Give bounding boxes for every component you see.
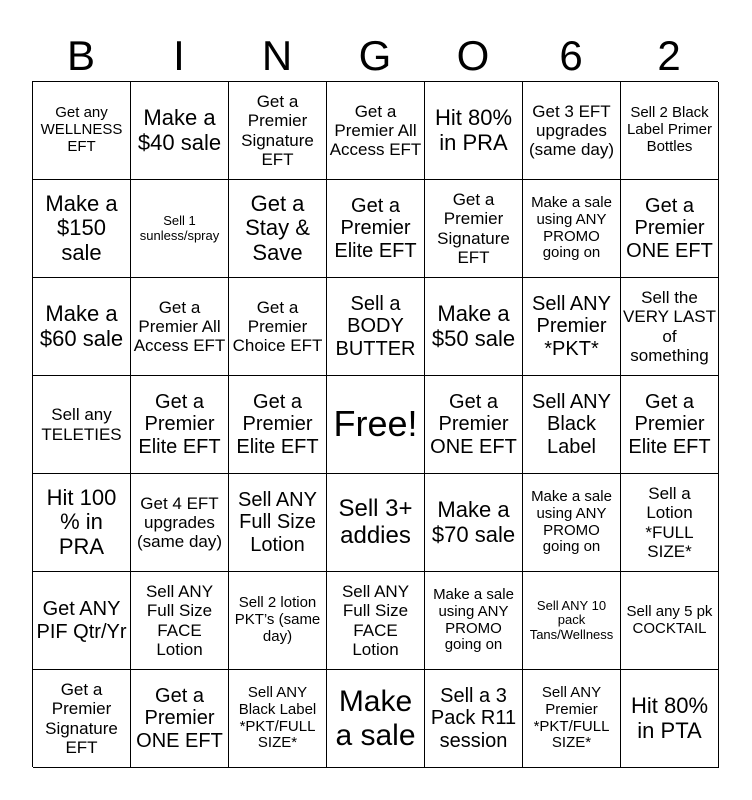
bingo-cell: Get a Premier Elite EFT	[327, 180, 425, 278]
bingo-cell: Sell 1 sunless/spray	[131, 180, 229, 278]
bingo-cell: Sell ANY Full Size FACE Lotion	[131, 572, 229, 670]
bingo-cell: Make a sale using ANY PROMO going on	[523, 474, 621, 572]
bingo-cell: Sell 3+ addies	[327, 474, 425, 572]
bingo-cell: Sell a 3 Pack R11 session	[425, 670, 523, 768]
bingo-cell: Sell ANY 10 pack Tans/Wellness	[523, 572, 621, 670]
bingo-cell: Get a Premier Elite EFT	[229, 376, 327, 474]
bingo-cell: Sell ANY Black Label	[523, 376, 621, 474]
bingo-cell: Get 3 EFT upgrades (same day)	[523, 82, 621, 180]
bingo-cell: Get a Premier All Access EFT	[327, 82, 425, 180]
header-letter-i: I	[173, 32, 185, 79]
bingo-cell: Get any WELLNESS EFT	[33, 82, 131, 180]
bingo-cell: Hit 100 % in PRA	[33, 474, 131, 572]
header-letter-o: O	[456, 32, 490, 79]
header-digit-6: 6	[559, 32, 583, 79]
bingo-cell: Make a $60 sale	[33, 278, 131, 376]
bingo-cell: Make a $150 sale	[33, 180, 131, 278]
bingo-cell: Sell 2 Black Label Primer Bottles	[621, 82, 719, 180]
bingo-cell: Get a Premier Signature EFT	[425, 180, 523, 278]
bingo-cell: Sell ANY Full Size FACE Lotion	[327, 572, 425, 670]
bingo-cell: Sell ANY Premier *PKT*	[523, 278, 621, 376]
bingo-cell: Get ANY PIF Qtr/Yr	[33, 572, 131, 670]
bingo-cell: Sell 2 lotion PKT’s (same day)	[229, 572, 327, 670]
bingo-cell: Hit 80% in PRA	[425, 82, 523, 180]
bingo-cell: Sell any 5 pk COCKTAIL	[621, 572, 719, 670]
bingo-cell: Get a Premier Elite EFT	[621, 376, 719, 474]
bingo-cell: Get a Premier ONE EFT	[131, 670, 229, 768]
bingo-cell: Make a $50 sale	[425, 278, 523, 376]
bingo-cell: Get a Premier Choice EFT	[229, 278, 327, 376]
bingo-cell: Sell a Lotion *FULL SIZE*	[621, 474, 719, 572]
bingo-cell: Get 4 EFT upgrades (same day)	[131, 474, 229, 572]
bingo-grid	[32, 81, 718, 767]
bingo-cell: Make a $70 sale	[425, 474, 523, 572]
bingo-cell: Hit 80% in PTA	[621, 670, 719, 768]
header-letter-g: G	[358, 32, 392, 79]
bingo-cell: Sell ANY Premier *PKT/FULL SIZE*	[523, 670, 621, 768]
bingo-cell: Sell ANY Black Label *PKT/FULL SIZE*	[229, 670, 327, 768]
free-space: Free!	[327, 376, 425, 474]
bingo-cell: Get a Premier Elite EFT	[131, 376, 229, 474]
bingo-cell: Sell any TELETIES	[33, 376, 131, 474]
bingo-header	[32, 30, 718, 82]
bingo-cell: Sell ANY Full Size Lotion	[229, 474, 327, 572]
bingo-cell: Sell a BODY BUTTER	[327, 278, 425, 376]
header-digit-2: 2	[657, 32, 681, 79]
header-letter-b: B	[66, 32, 95, 79]
bingo-cell: Sell the VERY LAST of something	[621, 278, 719, 376]
bingo-cell: Get a Premier Signature EFT	[33, 670, 131, 768]
bingo-cell: Make a sale using ANY PROMO going on	[425, 572, 523, 670]
bingo-cell: Get a Premier Signature EFT	[229, 82, 327, 180]
bingo-cell: Make a $40 sale	[131, 82, 229, 180]
bingo-cell: Get a Premier ONE EFT	[425, 376, 523, 474]
bingo-cell: Get a Stay & Save	[229, 180, 327, 278]
header-letter-n: N	[261, 32, 293, 79]
bingo-cell: Make a sale using ANY PROMO going on	[523, 180, 621, 278]
bingo-cell: Make a sale	[327, 670, 425, 768]
bingo-cell: Get a Premier All Access EFT	[131, 278, 229, 376]
bingo-cell: Get a Premier ONE EFT	[621, 180, 719, 278]
